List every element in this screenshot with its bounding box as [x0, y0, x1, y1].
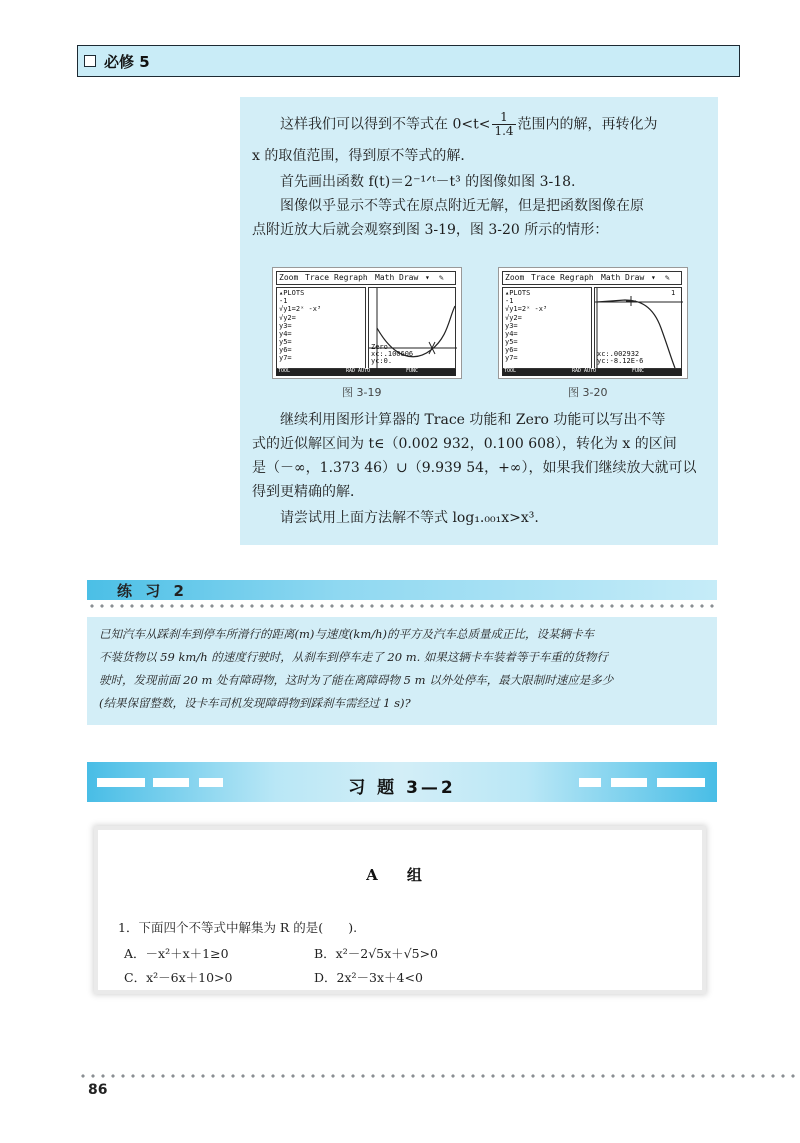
- calc-status-bar: TOOL RAD AUTO FUNC: [502, 369, 682, 376]
- reading-box: [240, 97, 718, 545]
- footer-dotted-divider: [78, 1074, 800, 1078]
- paragraph-3a: 图像似乎显示不等式在原点附近无解，但是把函数图像在原: [280, 198, 644, 214]
- exercise-line-3: 驶时，发现前面 20 m 处有障碍物，这时为了能在离障碍物 5 m 以外处停车，最大限制时速应是多少: [99, 673, 614, 687]
- dotted-divider: [87, 604, 717, 608]
- figure-caption-3-19: 图 3-19: [342, 386, 382, 399]
- calc-menubar: Zoom Trace Regraph Math Draw ▾ ✎: [502, 271, 682, 285]
- group-title: A 组: [366, 866, 434, 884]
- option-c: C．x²－6x＋10>0: [124, 970, 233, 985]
- fraction: $\frac{1}{1.4}$: [494, 110, 514, 138]
- calc-graph: Zero xc:.100606 yc:0.: [368, 287, 456, 369]
- question-1: 1．下面四个不等式中解集为 R 的是( ).: [118, 920, 358, 935]
- exercise-banner: [87, 580, 717, 600]
- option-d: D．2x²－3x＋4<0: [314, 970, 423, 985]
- paragraph-1b: x 的取值范围，得到原不等式的解．: [252, 148, 475, 164]
- paragraph-2: 首先画出函数 f(t)＝2⁻¹ᐟᵗ－t³ 的图像如图 3-18.: [280, 174, 576, 190]
- calc-function-list: ▴PLOTS -1 √y1=2ˣ -x³ √y2= y3= y4= y5= y6= y7=: [502, 287, 592, 369]
- paragraph-4b: 式的近似解区间为 t∈（0.002 932，0.100 608），转化为 x 的区间: [252, 436, 677, 452]
- exercise-line-2: 不装货物以 59 km/h 的速度行驶时，从刹车到停车走了 20 m. 如果这辆卡车装着等于车重的货物行: [99, 650, 608, 664]
- problem-set-title: 习 题 3—2: [348, 778, 456, 798]
- exercise-line-1: 已知汽车从踩刹车到停车所滑行的距离(m)与速度(km/h)的平方及汽车总质量成正比，设某辆卡车: [99, 627, 595, 641]
- chapter-header: [77, 45, 740, 77]
- calc-graph: 1 xc:.002932 yc:-8.12E-6: [594, 287, 682, 369]
- exercise-title: 练 习 2: [117, 582, 188, 600]
- calculator-screen-fig-3-20: [498, 267, 688, 379]
- header-square-icon: [84, 55, 96, 67]
- calculator-screen-fig-3-19: [272, 267, 462, 379]
- paragraph-4c: 是（－∞，1.373 46）∪（9.939 54，+∞），如果我们继续放大就可以: [252, 460, 697, 476]
- paragraph-1a: 这样我们可以得到不等式在 0<t< $\frac{1}{1.4}$ 范围内的解，再转化为: [280, 110, 658, 138]
- option-b: B．x²－2√5x＋√5>0: [314, 946, 439, 961]
- exercise-line-4: (结果保留整数，设卡车司机发现障碍物到踩刹车需经过 1 s)?: [99, 696, 411, 710]
- page-number: 86: [88, 1082, 108, 1098]
- calc-status-bar: TOOL RAD AUTO FUNC: [276, 369, 456, 376]
- header-title: 必修 5: [104, 53, 150, 71]
- paragraph-3b: 点附近放大后就会观察到图 3-19，图 3-20 所示的情形：: [252, 222, 609, 238]
- exercise-box: [87, 617, 717, 725]
- paragraph-4a: 继续利用图形计算器的 Trace 功能和 Zero 功能可以写出不等: [280, 412, 666, 428]
- calc-menubar: Zoom Trace Regraph Math Draw ▾ ✎: [276, 271, 456, 285]
- figure-caption-3-20: 图 3-20: [568, 386, 608, 399]
- calc-function-list: ▴PLOTS -1 √y1=2ˣ -x³ √y2= y3= y4= y5= y6= y7=: [276, 287, 366, 369]
- problem-set-banner: [87, 762, 717, 802]
- paragraph-5: 请尝试用上面方法解不等式 log₁.₀₀₁x>x³.: [280, 510, 539, 526]
- paragraph-4d: 得到更精确的解．: [252, 484, 364, 500]
- option-a: A．－x²＋x＋1≥0: [124, 946, 229, 961]
- group-a-box: [98, 830, 702, 990]
